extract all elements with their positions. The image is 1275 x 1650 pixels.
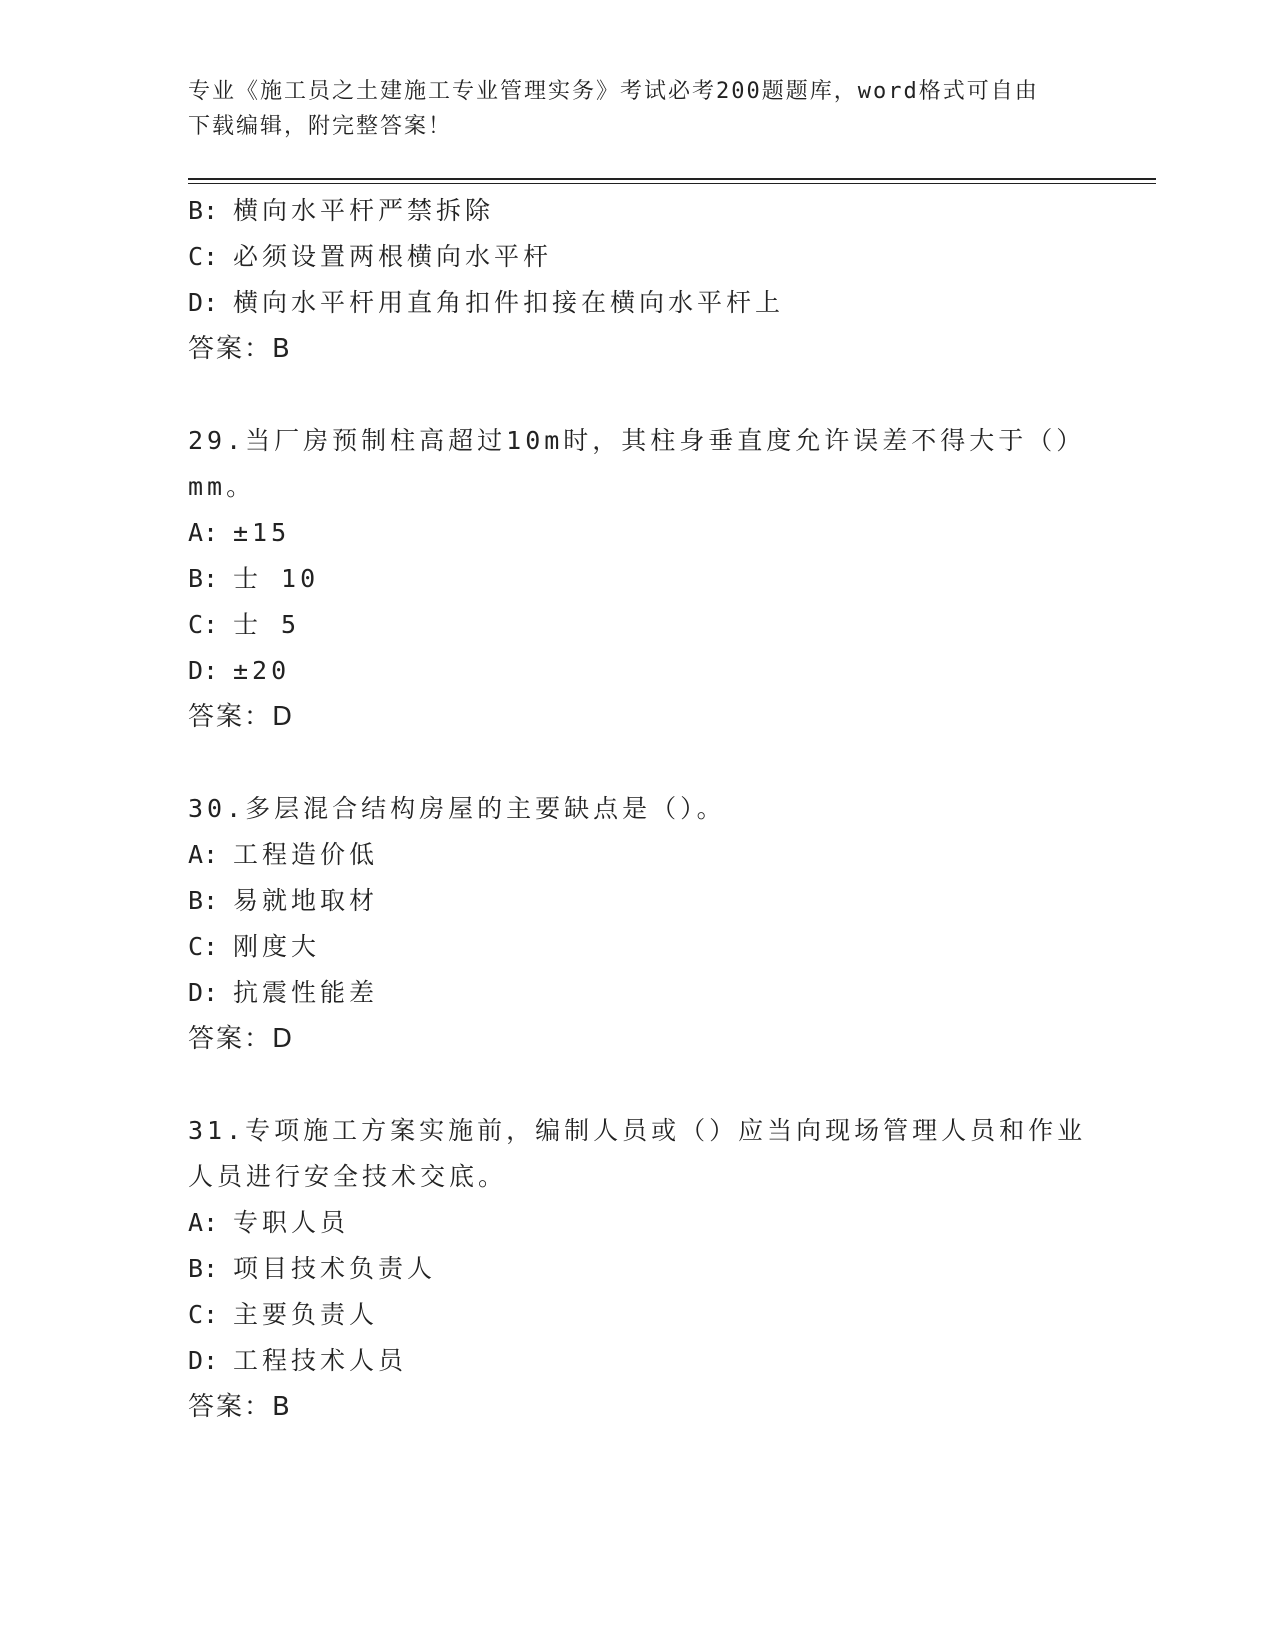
spacer bbox=[188, 740, 1088, 786]
option-label: A: bbox=[188, 1208, 219, 1237]
document-body bbox=[188, 188, 1088, 1430]
option-b bbox=[188, 878, 1088, 924]
option-c bbox=[188, 924, 1088, 970]
spacer bbox=[188, 1062, 1088, 1108]
header-line-2: 下载编辑，附完整答案！ bbox=[188, 114, 453, 139]
question-stem: 30.多层混合结构房屋的主要缺点是（）。 bbox=[188, 794, 726, 823]
option-label: D: bbox=[188, 656, 219, 685]
option-d bbox=[188, 280, 1088, 326]
question-stem: 29.当厂房预制柱高超过10m时，其柱身垂直度允许误差不得大于（） bbox=[188, 426, 1086, 455]
option-text: 刚度大 bbox=[233, 932, 321, 961]
answer: 答案：D bbox=[188, 702, 295, 732]
question-stem: 31.专项施工方案实施前，编制人员或（）应当向现场管理人员和作业 bbox=[188, 1116, 1087, 1145]
option-text: 士 10 bbox=[233, 564, 320, 593]
spacer bbox=[188, 372, 1088, 418]
option-text: 横向水平杆用直角扣件扣接在横向水平杆上 bbox=[233, 288, 785, 317]
option-d bbox=[188, 648, 1088, 694]
answer: 答案：B bbox=[188, 1392, 292, 1422]
question-stem-continued: mm。 bbox=[188, 472, 256, 501]
option-text: 必须设置两根横向水平杆 bbox=[233, 242, 553, 271]
option-text: ±20 bbox=[233, 656, 291, 685]
option-label: C: bbox=[188, 610, 219, 639]
option-text: 横向水平杆严禁拆除 bbox=[233, 196, 495, 225]
option-text: 抗震性能差 bbox=[233, 978, 379, 1007]
option-b bbox=[188, 556, 1088, 602]
answer: 答案：B bbox=[188, 334, 292, 364]
option-label: B: bbox=[188, 196, 219, 225]
header-rule-thick bbox=[188, 178, 1156, 180]
option-label: C: bbox=[188, 932, 219, 961]
option-c bbox=[188, 1292, 1088, 1338]
option-label: C: bbox=[188, 1300, 219, 1329]
option-text: 士 5 bbox=[233, 610, 301, 639]
option-c bbox=[188, 234, 1088, 280]
option-label: B: bbox=[188, 564, 219, 593]
option-label: A: bbox=[188, 518, 219, 547]
option-text: 工程技术人员 bbox=[233, 1346, 408, 1375]
question-31 bbox=[188, 1108, 1088, 1430]
header-rule-thin bbox=[188, 183, 1156, 184]
option-a bbox=[188, 510, 1088, 556]
option-b bbox=[188, 1246, 1088, 1292]
option-d bbox=[188, 1338, 1088, 1384]
option-label: C: bbox=[188, 242, 219, 271]
option-label: D: bbox=[188, 978, 219, 1007]
option-label: D: bbox=[188, 1346, 219, 1375]
document-header bbox=[188, 74, 1068, 144]
option-label: D: bbox=[188, 288, 219, 317]
question-30 bbox=[188, 786, 1088, 1062]
option-text: 主要负责人 bbox=[233, 1300, 379, 1329]
option-label: B: bbox=[188, 1254, 219, 1283]
option-text: 项目技术负责人 bbox=[233, 1254, 437, 1283]
option-d bbox=[188, 970, 1088, 1016]
option-a bbox=[188, 832, 1088, 878]
question-28 bbox=[188, 188, 1088, 372]
option-text: ±15 bbox=[233, 518, 291, 547]
option-a bbox=[188, 1200, 1088, 1246]
question-29 bbox=[188, 418, 1088, 740]
answer: 答案：D bbox=[188, 1024, 295, 1054]
header-line-1: 专业《施工员之土建施工专业管理实务》考试必考200题题库，word格式可自由 bbox=[188, 79, 1039, 104]
option-text: 工程造价低 bbox=[233, 840, 379, 869]
option-text: 易就地取材 bbox=[233, 886, 379, 915]
option-b bbox=[188, 188, 1088, 234]
option-c bbox=[188, 602, 1088, 648]
option-text: 专职人员 bbox=[233, 1208, 350, 1237]
question-stem-continued: 人员进行安全技术交底。 bbox=[188, 1162, 508, 1191]
option-label: A: bbox=[188, 840, 219, 869]
option-label: B: bbox=[188, 886, 219, 915]
